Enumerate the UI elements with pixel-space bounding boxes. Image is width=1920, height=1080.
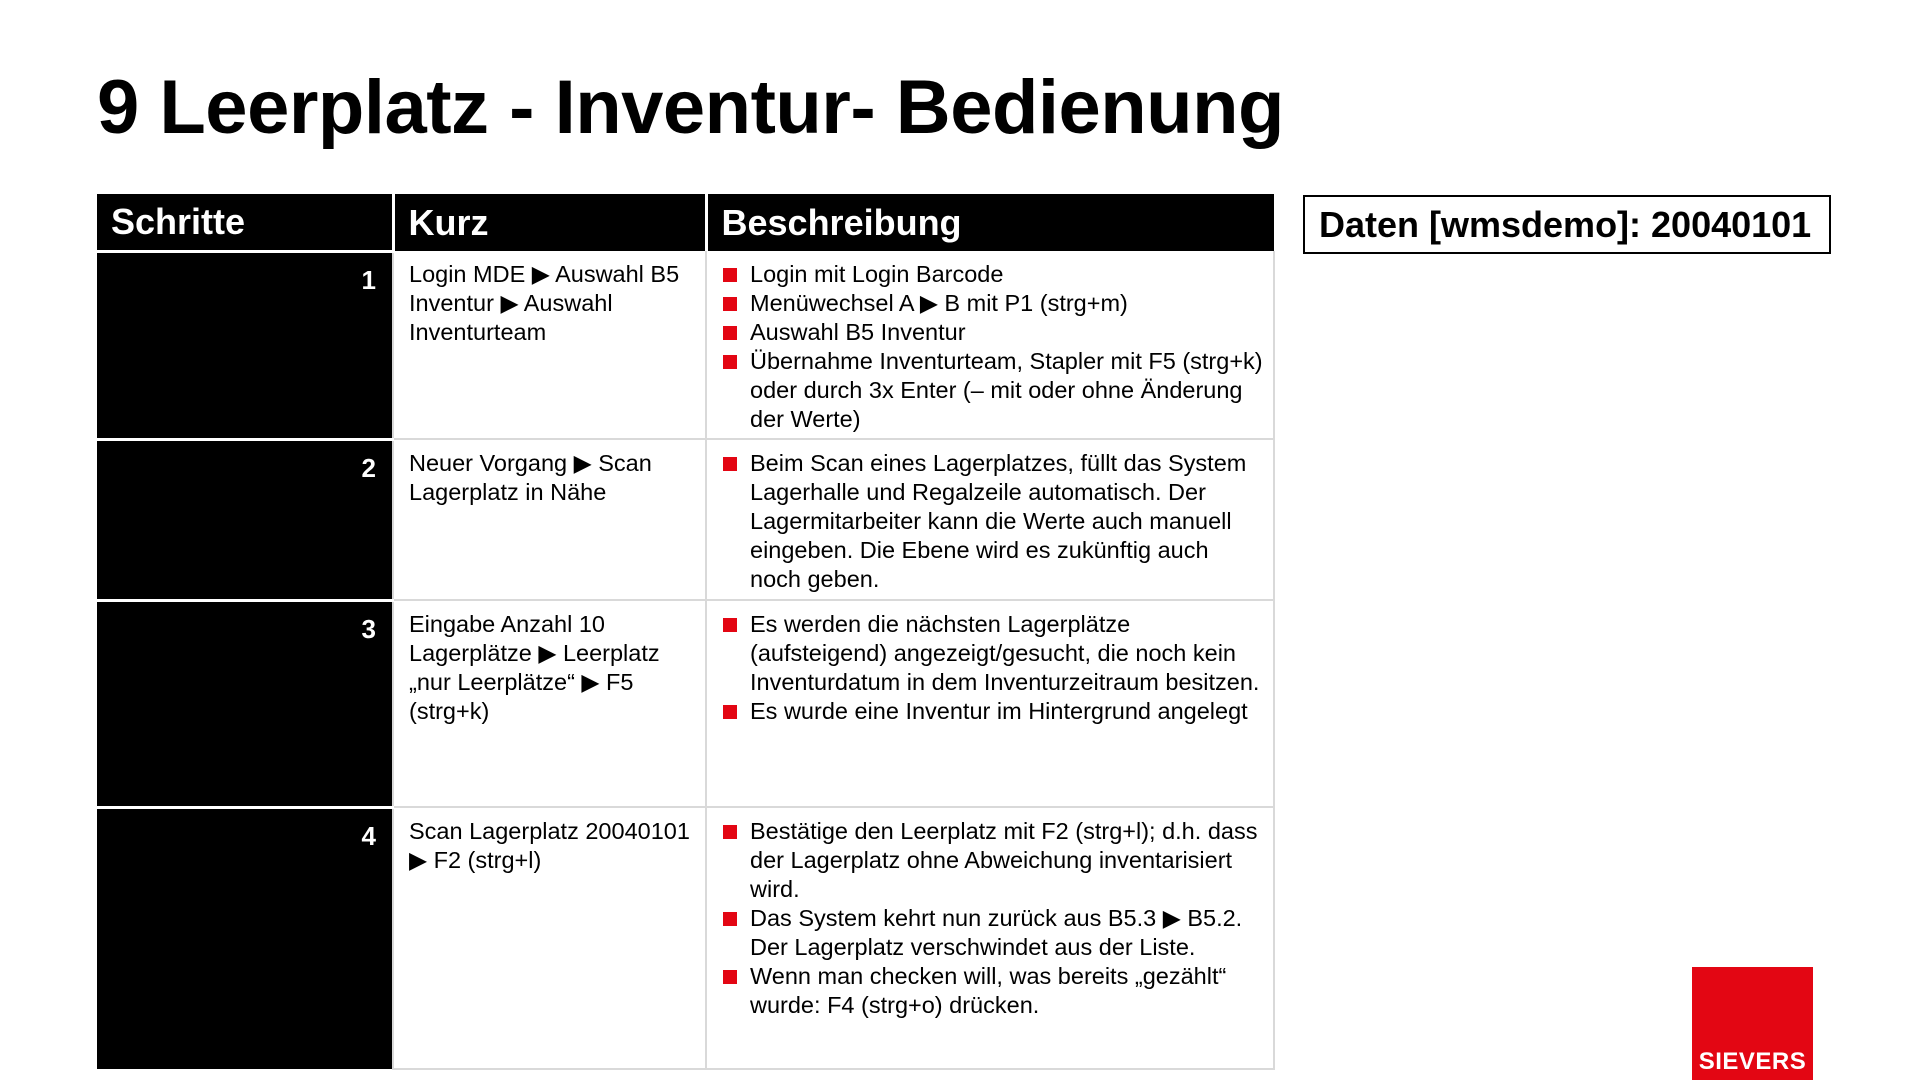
step-number: 4: [97, 807, 393, 1069]
bullet-text: Auswahl B5 Inventur: [750, 319, 966, 345]
list-item: [723, 904, 1263, 962]
list-item: [723, 449, 1263, 594]
bullet-text: Login mit Login Barcode: [750, 261, 1004, 287]
step-number: 3: [97, 600, 393, 807]
bullet-square-icon: [723, 326, 737, 340]
steps-table: [97, 194, 1275, 1070]
table-header-row: [97, 194, 1274, 251]
sievers-logo: [1692, 967, 1813, 1080]
list-item: [723, 289, 1263, 318]
step-short: Eingabe Anzahl 10 Lagerplätze ▶ Leerplatz „nur Leerplätze“ ▶ F5 (strg+k): [393, 600, 706, 807]
bullet-text: Menüwechsel A ▶ B mit P1 (strg+m): [750, 290, 1128, 316]
bullet-text: Wenn man checken will, was bereits „gezählt“ wurde: F4 (strg+o) drücken.: [750, 963, 1227, 1018]
list-item: [723, 697, 1263, 726]
list-item: [723, 962, 1263, 1020]
bullet-square-icon: [723, 970, 737, 984]
header-beschreibung: Beschreibung: [706, 194, 1274, 251]
step-number: 2: [97, 439, 393, 600]
data-reference-box: Daten [wmsdemo]: 20040101: [1303, 195, 1831, 254]
step-description: [706, 439, 1274, 600]
step-short: Login MDE ▶ Auswahl B5 Inventur ▶ Auswahl Inventurteam: [393, 251, 706, 439]
table-row: [97, 439, 1274, 600]
table-row: [97, 251, 1274, 439]
bullet-text: Es werden die nächsten Lagerplätze (aufsteigend) angezeigt/gesucht, die noch kein Inventurdatum in dem Inventurzeitraum besitzen.: [750, 611, 1260, 695]
logo-text: SIEVERS: [1698, 1048, 1807, 1075]
list-item: [723, 610, 1263, 697]
bullet-square-icon: [723, 457, 737, 471]
step-description: [706, 807, 1274, 1069]
step-short: Neuer Vorgang ▶ Scan Lagerplatz in Nähe: [393, 439, 706, 600]
step-description: [706, 600, 1274, 807]
bullet-square-icon: [723, 618, 737, 632]
list-item: [723, 260, 1263, 289]
bullet-square-icon: [723, 268, 737, 282]
list-item: [723, 347, 1263, 434]
header-schritte: Schritte: [97, 194, 393, 251]
bullet-square-icon: [723, 912, 737, 926]
table-row: [97, 600, 1274, 807]
bullet-text: Das System kehrt nun zurück aus B5.3 ▶ B5.2. Der Lagerplatz verschwindet aus der Liste.: [750, 905, 1243, 960]
bullet-text: Übernahme Inventurteam, Stapler mit F5 (strg+k) oder durch 3x Enter (– mit oder ohne Änderung der Werte): [750, 348, 1263, 432]
step-number: 1: [97, 251, 393, 439]
list-item: [723, 318, 1263, 347]
bullet-text: Beim Scan eines Lagerplatzes, füllt das System Lagerhalle und Regalzeile automatisch. Der Lagermitarbeiter kann die Werte auch manuell eingeben. Die Ebene wird es zukünftig auch noch geben.: [750, 450, 1247, 592]
step-short: Scan Lagerplatz 20040101 ▶ F2 (strg+l): [393, 807, 706, 1069]
bullet-square-icon: [723, 355, 737, 369]
bullet-text: Bestätige den Leerplatz mit F2 (strg+l); d.h. dass der Lagerplatz ohne Abweichung inventarisiert wird.: [750, 818, 1258, 902]
step-description: [706, 251, 1274, 439]
list-item: [723, 817, 1263, 904]
bullet-square-icon: [723, 705, 737, 719]
bullet-text: Es wurde eine Inventur im Hintergrund angelegt: [750, 698, 1248, 724]
bullet-square-icon: [723, 825, 737, 839]
table-row: [97, 807, 1274, 1069]
bullet-square-icon: [723, 297, 737, 311]
header-kurz: Kurz: [393, 194, 706, 251]
page-title: 9 Leerplatz - Inventur- Bedienung: [97, 65, 1284, 150]
